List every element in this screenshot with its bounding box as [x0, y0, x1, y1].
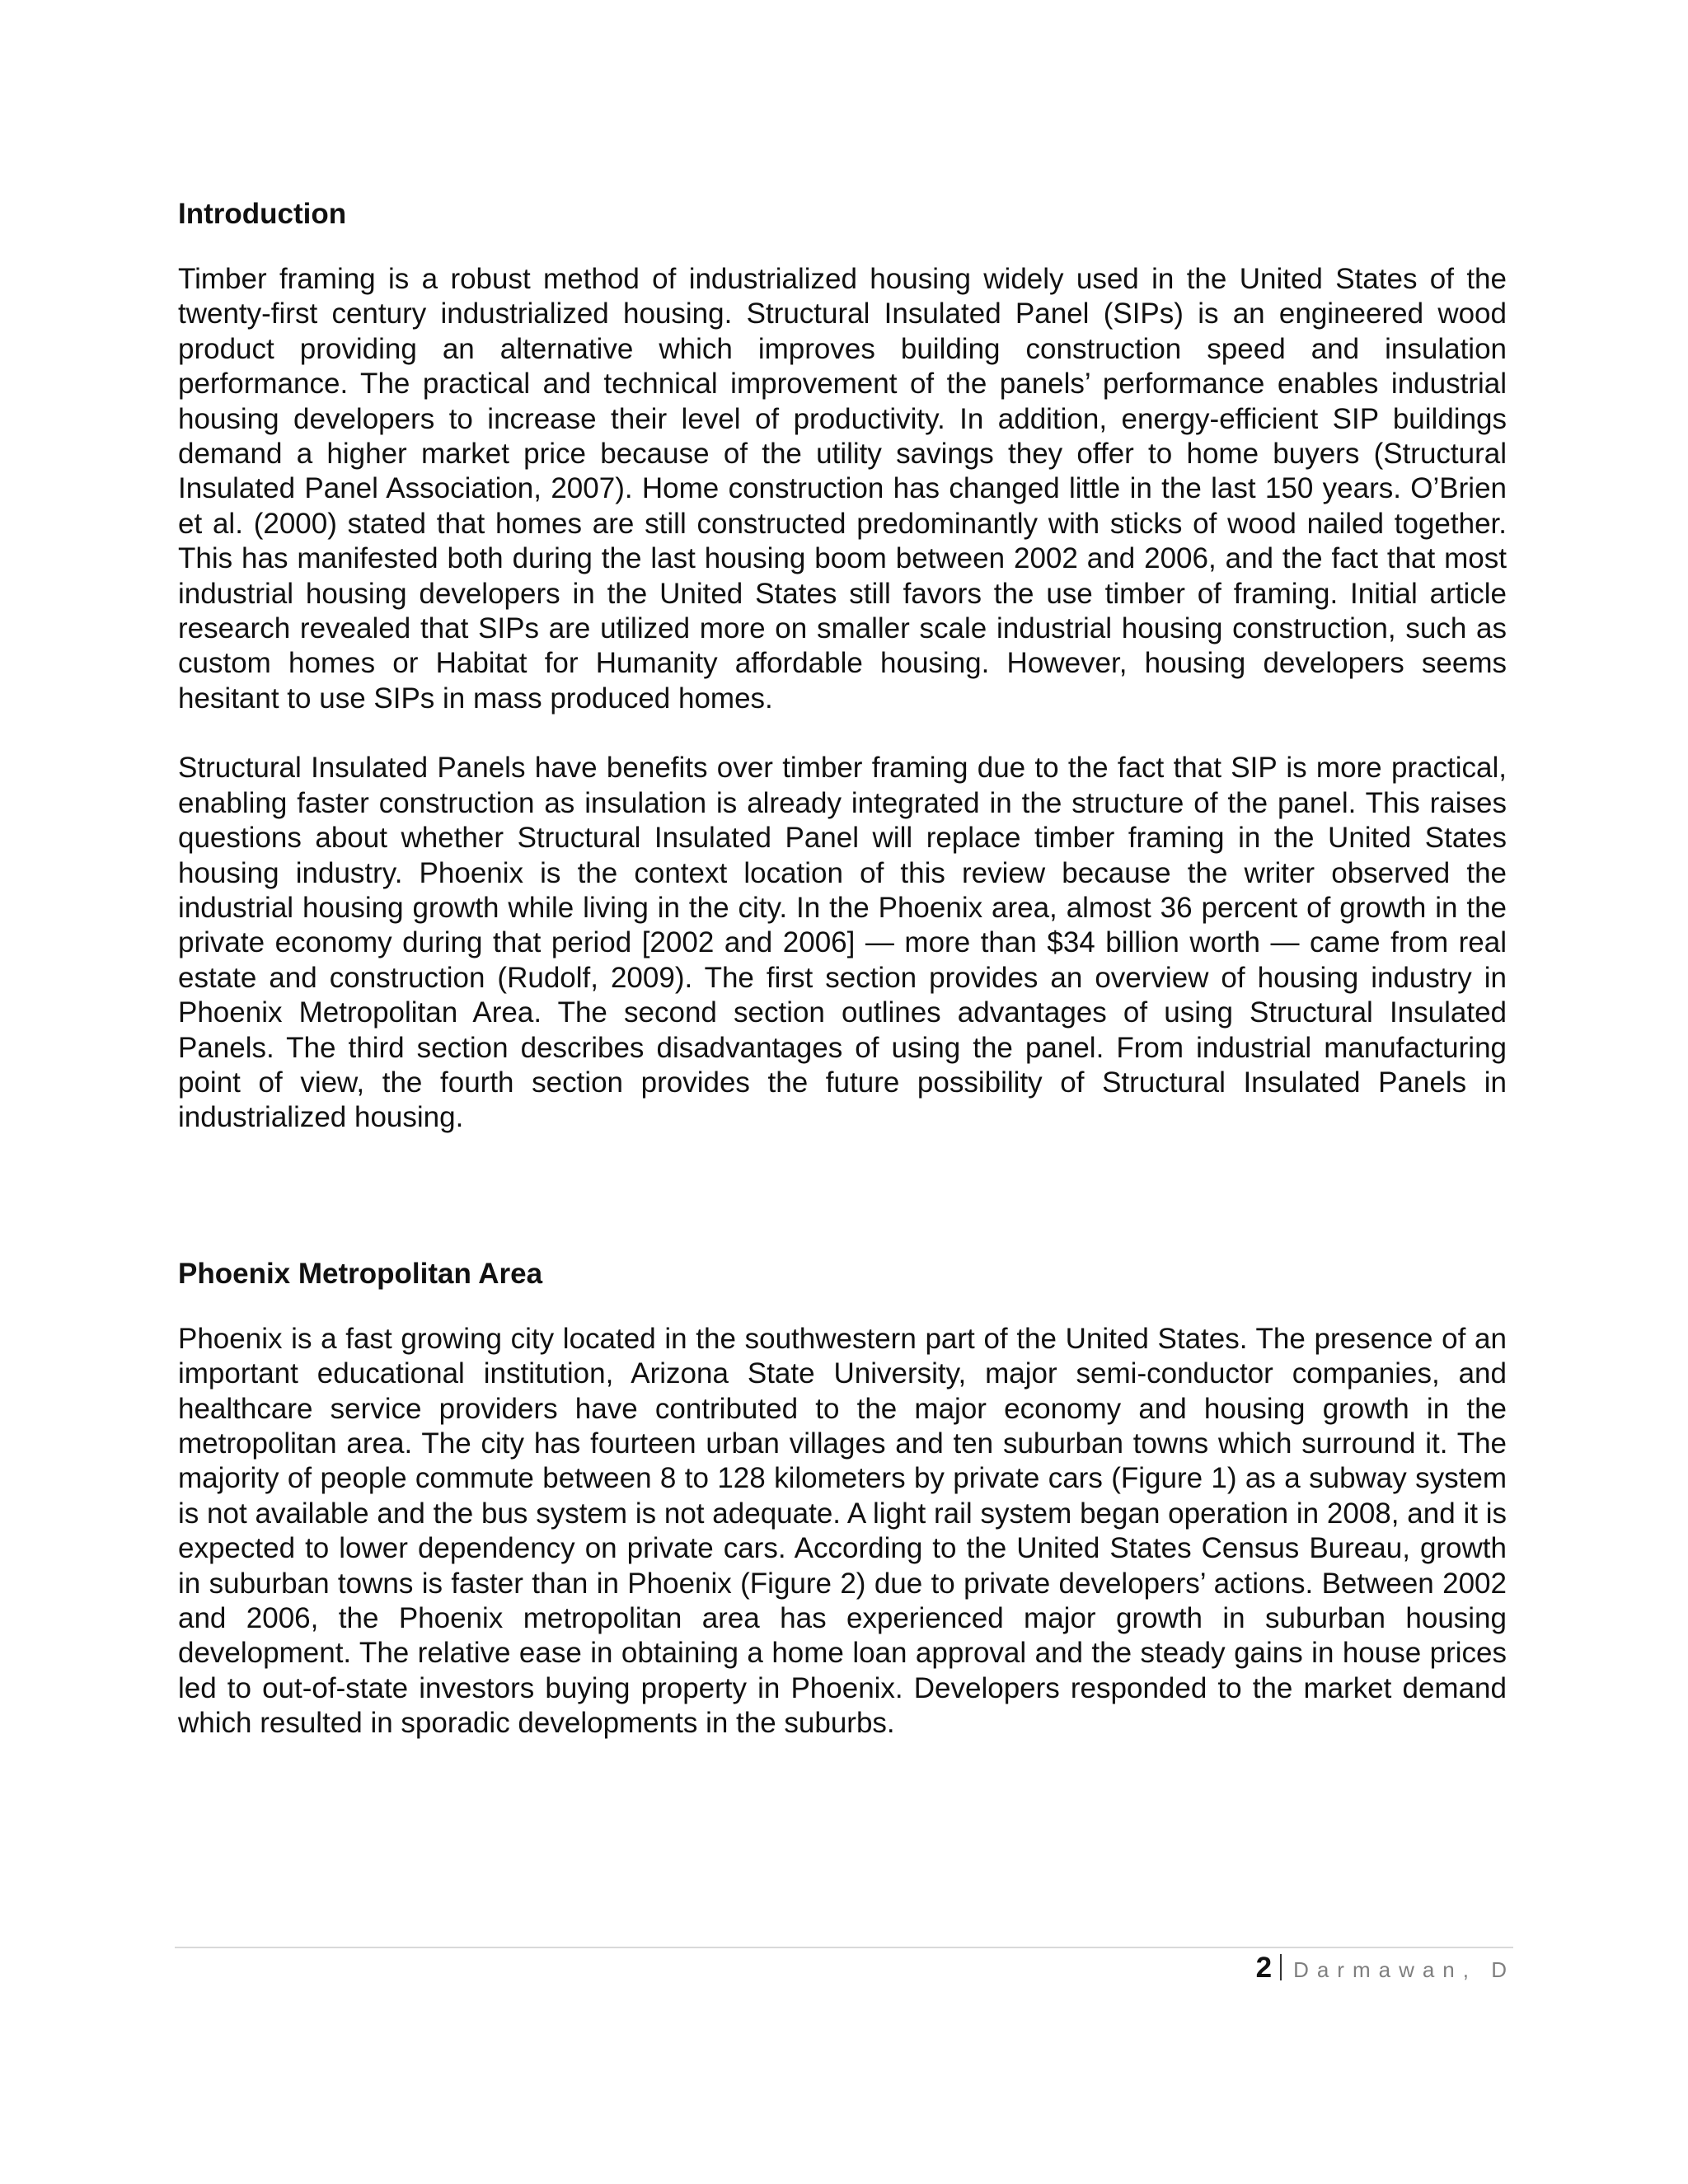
page-number: 2: [1255, 1952, 1273, 1984]
phoenix-metropolitan-area-heading: Phoenix Metropolitan Area: [178, 1257, 543, 1290]
introduction-paragraph-1: Timber framing is a robust method of industrialized housing widely used in the United States of the twenty-first century industrialized housing. Structural Insulated Panel (SIPs) is an engineered wood product providing an alternative which improves building construction speed and insulation performance. The practical and technical improvement of the panels’ performance enables industrial housing developers to increase their level of productivity. In addition, energy-efficient SIP buildings demand a higher market price because of the utility savings they offer to home buyers (Structural Insulated Panel Association, 2007). Home construction has changed little in the last 150 years. O’Brien et al. (2000) stated that homes are still constructed predominantly with sticks of wood nailed together. This has manifested both during the last housing boom between 2002 and 2006, and the fact that most industrial housing developers in the United States still favors the use timber of framing. Initial article research revealed that SIPs are utilized more on smaller scale industrial housing construction, such as custom homes or Habitat for Humanity affordable housing. However, housing developers seems hesitant to use SIPs in mass produced homes.: [178, 263, 1507, 715]
phoenix-paragraph-1: Phoenix is a fast growing city located in the southwestern part of the United States. The presence of an important educational institution, Arizona State University, major semi-conductor companies, and healthcare service providers have contributed to the major economy and housing growth in the metropolitan area. The city has fourteen urban villages and ten suburban towns which surround it. The majority of people commute between 8 to 128 kilometers by private cars (Figure 1) as a subway system is not available and the bus system is not adequate. A light rail system began operation in 2008, and it is expected to lower dependency on private cars. According to the United States Census Bureau, growth in suburban towns is faster than in Phoenix (Figure 2) due to private developers’ actions. Between 2002 and 2006, the Phoenix metropolitan area has experienced major growth in suburban housing development. The relative ease in obtaining a home loan approval and the steady gains in house prices led to out-of-state investors buying property in Phoenix. Developers responded to the market demand which resulted in sporadic developments in the suburbs.: [178, 1322, 1507, 1740]
footer-author: Darmawan, D: [1293, 1957, 1515, 1982]
introduction-paragraph-2: Structural Insulated Panels have benefits over timber framing due to the fact that SIP is more practical, enabling faster construction as insulation is already integrated in the structure of the panel. This raises questions about whether Structural Insulated Panel will replace timber framing in the United States housing industry. Phoenix is the context location of this review because the writer observed the industrial housing growth while living in the city. In the Phoenix area, almost 36 percent of growth in the private economy during that period [2002 and 2006] — more than $34 billion worth — came from real estate and construction (Rudolf, 2009). The first section provides an overview of housing industry in Phoenix Metropolitan Area. The second section outlines advantages of using Structural Insulated Panels. The third section describes disadvantages of using the panel. From industrial manufacturing point of view, the fourth section provides the future possibility of Structural Insulated Panels in industrialized housing.: [178, 752, 1507, 1134]
footer-divider: [175, 1947, 1513, 1948]
page-body: [178, 194, 1507, 1741]
introduction-heading: Introduction: [178, 198, 347, 230]
footer-separator: [1280, 1954, 1282, 1980]
page-footer: [1256, 1952, 1515, 1986]
